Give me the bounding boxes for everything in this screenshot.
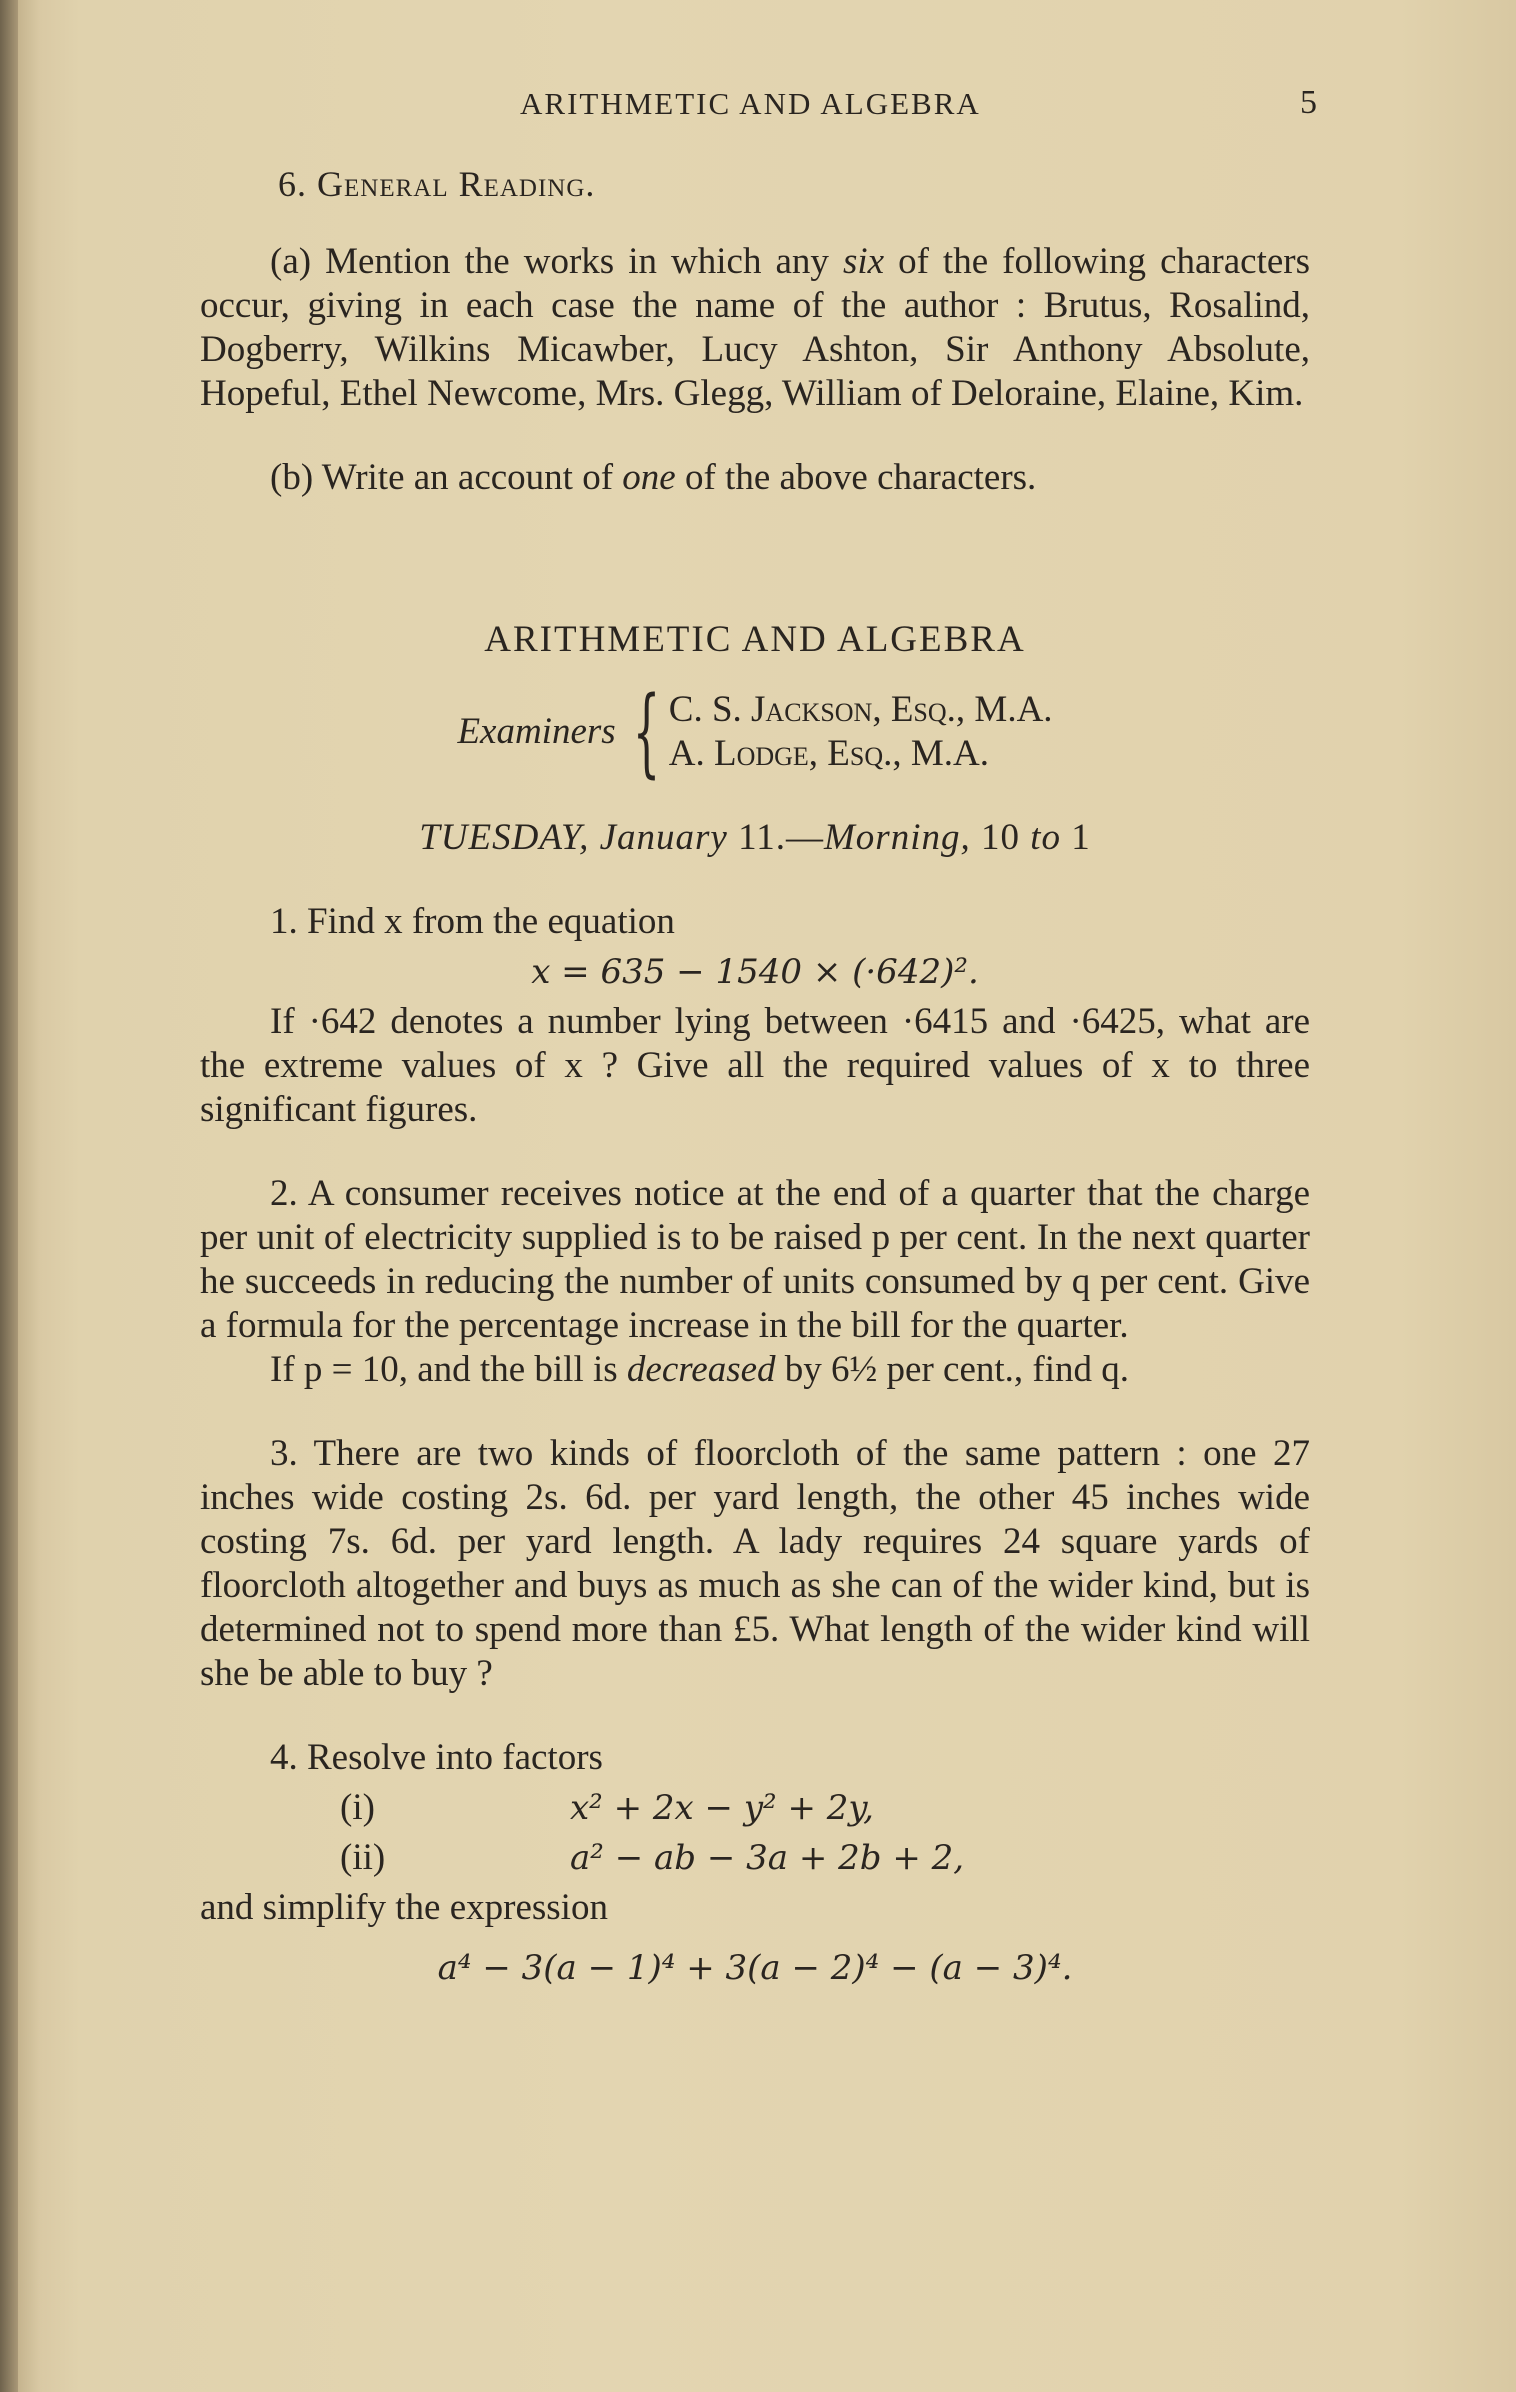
part-a-emphasis: six xyxy=(842,241,885,282)
book-spine-shadow xyxy=(0,0,18,2392)
part-a-text-1: Mention the works in which any xyxy=(325,241,829,282)
session-to: to xyxy=(1030,817,1062,858)
examiner-name: A. Lodge, Esq., M.A. xyxy=(668,733,990,774)
part-b-text-1: Write an account of xyxy=(321,457,614,498)
examiners-block xyxy=(200,676,1310,788)
examiners-label: Examiners xyxy=(457,711,616,752)
examiner-name: C. S. Jackson, Esq., M.A. xyxy=(668,689,1053,730)
part-a-label: (a) xyxy=(270,241,312,282)
running-title: ARITHMETIC AND ALGEBRA xyxy=(520,86,981,121)
running-head xyxy=(0,86,1516,126)
q4-item-expression: a² − ab − 3a + 2b + 2, xyxy=(570,1838,965,1878)
q4-item xyxy=(200,1836,1310,1880)
q1-formula: x = 635 − 1540 × (·642)². xyxy=(531,952,979,992)
session-time-label: Morning, xyxy=(823,817,971,858)
part-b-paragraph xyxy=(200,456,1310,500)
page-body xyxy=(200,150,1310,1996)
session-end: 1 xyxy=(1071,817,1091,858)
q2-paragraph: 2. A consumer receives notice at the end of a quarter that the charge per unit of electricity supplied is to be raised p per cent. In the next quarter he succeeds in reducing the number of units consumed by q per cent. Give a formula for the percentage increase in the bill for the quarter. xyxy=(200,1173,1310,1346)
session-day: TUESDAY, January xyxy=(419,817,728,858)
q2-paragraph-b xyxy=(200,1348,1310,1392)
part-b-emphasis: one xyxy=(622,457,676,498)
exam-title: ARITHMETIC AND ALGEBRA xyxy=(484,619,1026,660)
page-number: 5 xyxy=(1300,84,1317,121)
q2-text-b2: by 6½ per cent., find q. xyxy=(784,1349,1130,1390)
q1-intro: 1. Find x from the equation xyxy=(270,901,675,942)
part-a-paragraph xyxy=(200,240,1310,416)
q2-text-b1: If p = 10, and the bill is xyxy=(270,1349,618,1390)
q4-item-number: (ii) xyxy=(340,1837,386,1878)
q4-intro: 4. Resolve into factors xyxy=(270,1737,603,1778)
q1-paragraph: If ·642 denotes a number lying between ·6415 and ·6425, what are the extreme values of x ? Give all the required values of x to three significant figures. xyxy=(200,1001,1310,1130)
part-b-text-2: of the above characters. xyxy=(684,457,1037,498)
part-a-text-2: of the following characters occur, giving in each case the name of the author : Brutus, Rosalind, Dogberry, Wilkins Micawber, Lucy Ashton, Sir Anthony Absolute, Hopeful, Ethel Newcome, Mrs. Glegg, William of Deloraine, Elaine, Kim. xyxy=(200,241,1311,414)
q4-item-number: (i) xyxy=(340,1787,375,1828)
session-date: 11.— xyxy=(738,817,824,858)
part-b-label: (b) xyxy=(270,457,314,498)
brace-symbol: { xyxy=(632,676,660,788)
q4-item-expression: x² + 2x − y² + 2y, xyxy=(570,1788,874,1828)
q4-formula: a⁴ − 3(a − 1)⁴ + 3(a − 2)⁴ − (a − 3)⁴. xyxy=(437,1948,1073,1988)
q4-item xyxy=(200,1786,1310,1830)
examiner-list xyxy=(669,688,1053,776)
q4-simplify: and simplify the expression xyxy=(200,1887,608,1928)
q3-paragraph: 3. There are two kinds of floorcloth of the same pattern : one 27 inches wide costing 2s. 6d. per yard length, the other 45 inches wide costing 7s. 6d. per yard length. A lady requires 24 square yards of floorcloth altogether and buys as much as she can of the wider kind, but is determined not to spend more than £5. What length of the wider kind will she be able to buy ? xyxy=(200,1433,1310,1694)
section-heading: 6. General Reading. xyxy=(278,164,596,204)
session-line xyxy=(200,816,1310,860)
session-start: 10 xyxy=(980,817,1020,858)
q2-emphasis: decreased xyxy=(626,1349,776,1390)
